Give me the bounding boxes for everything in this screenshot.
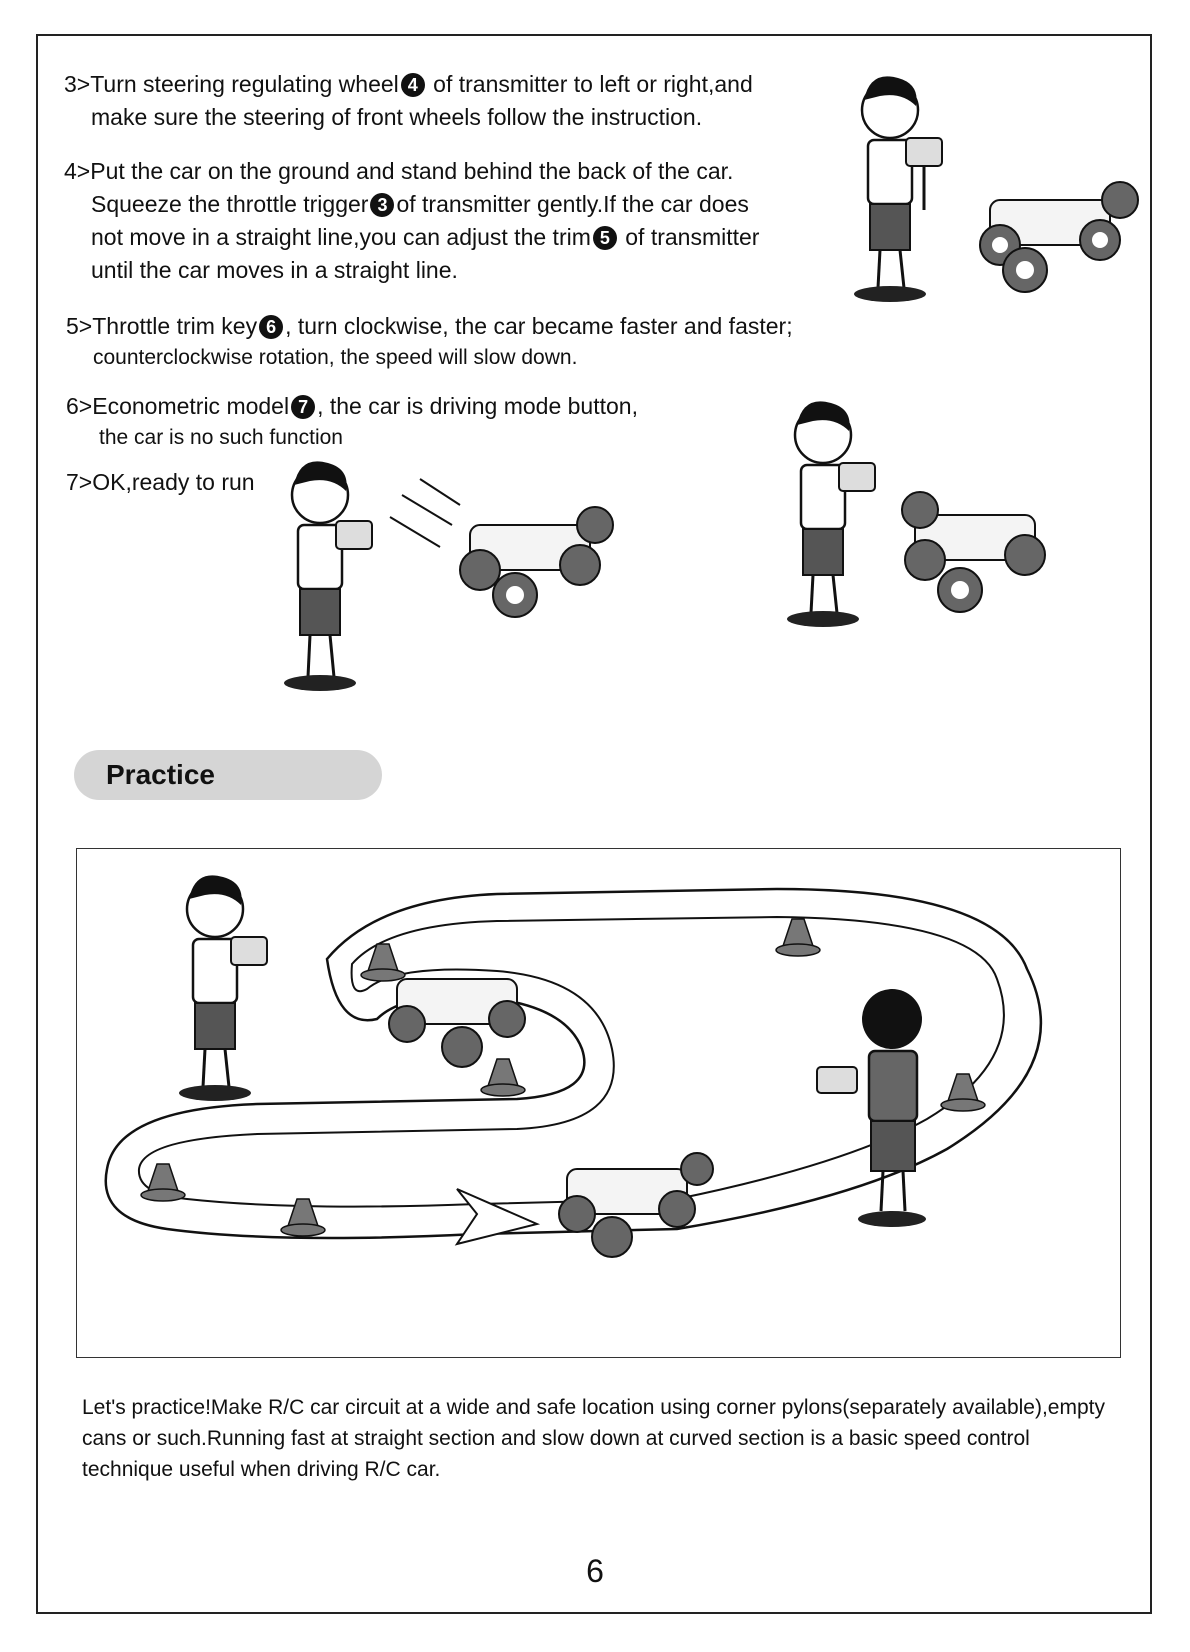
badge-7: 7 (291, 395, 315, 419)
practice-heading: Practice (106, 759, 215, 790)
badge-4: 4 (401, 73, 425, 97)
badge-5: 5 (593, 226, 617, 250)
practice-body-text: Let's practice!Make R/C car circuit at a wide and safe location using corner pylons(separately available),empty cans or such.Running fast at straight section and slow down at curved section is a basic speed control technique useful when driving R/C car. (82, 1396, 1105, 1481)
step-7: 7>OK,ready to run (66, 469, 255, 495)
practice-heading-pill (74, 750, 382, 800)
badge-3: 3 (370, 193, 394, 217)
page-number: 6 (586, 1553, 604, 1589)
driving-mode-illustration (775, 395, 1095, 645)
badge-6: 6 (259, 315, 283, 339)
step-3: 3>Turn steering regulating wheel 4 of transmitter to left or right,and make sure the steering of front wheels follow the instruction. (64, 71, 753, 130)
boy-and-car-illustration (850, 70, 1150, 320)
practice-track-illustration (77, 849, 1122, 1359)
step-6: 6>Econometric model 7 , the car is driving mode button, the car is no such function (66, 393, 638, 449)
step-5: 5>Throttle trim key 6 , turn clockwise, the car became faster and faster; counterclockwise rotation, the speed will slow down. (66, 313, 793, 369)
ready-to-run-illustration (270, 455, 630, 710)
practice-track-box (76, 848, 1121, 1358)
step-4: 4>Put the car on the ground and stand behind the back of the car. Squeeze the throttle trigger 3 of transmitter gently.If the car does not move in a straight line,you can adjust the trim 5 of transmitter until the car moves in a straight line. (64, 158, 760, 283)
